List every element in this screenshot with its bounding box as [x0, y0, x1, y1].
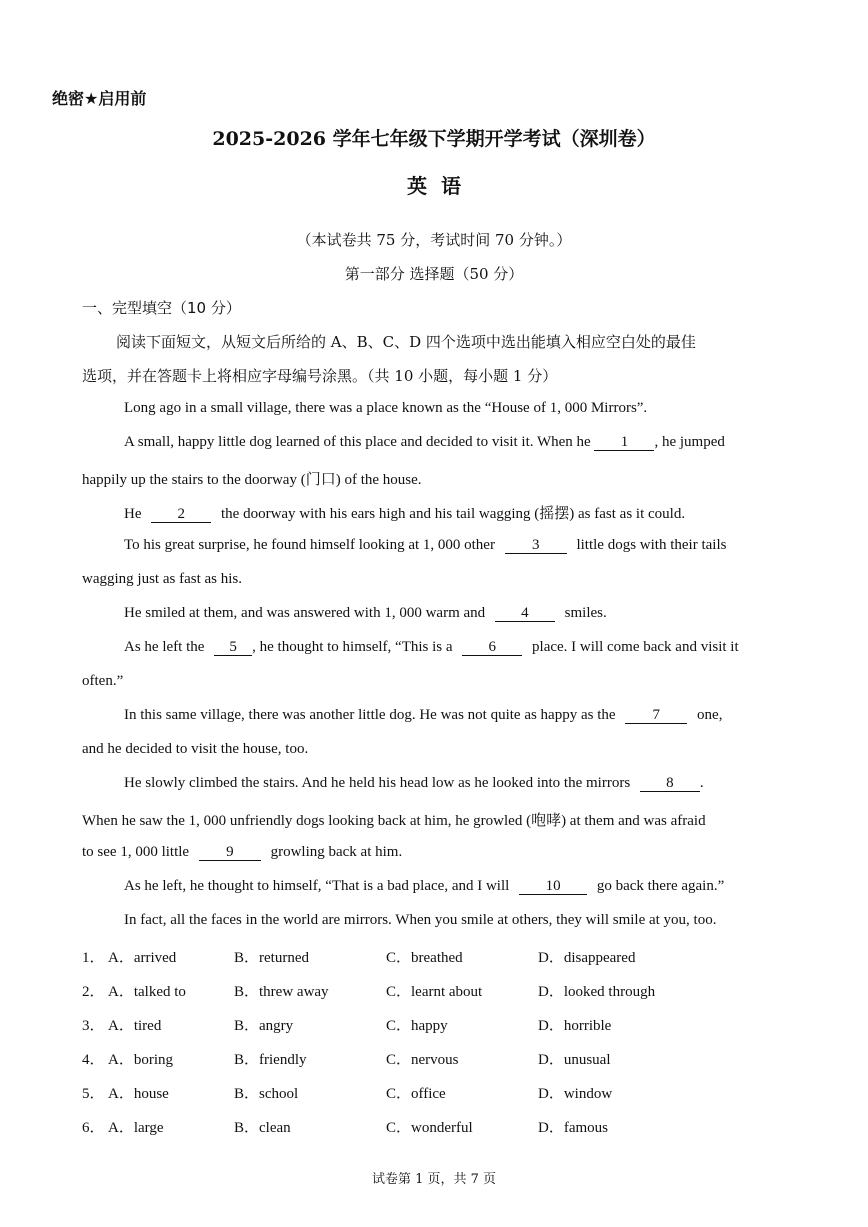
passage-paragraph-2 — [124, 434, 725, 451]
option-b: B．angry — [234, 1018, 294, 1034]
option-a: A．talked to — [108, 984, 186, 1000]
option-a: A．boring — [108, 1052, 173, 1068]
blank-5: 5 — [214, 640, 252, 656]
passage-paragraph-6 — [124, 639, 739, 656]
passage-paragraph-9 — [124, 878, 724, 895]
option-a: A．tired — [108, 1018, 162, 1034]
passage-paragraph-10: In fact, all the faces in the world are mirrors. When you smile at others, they will smile at you, too. — [124, 912, 717, 928]
option-d: D．unusual — [538, 1052, 611, 1068]
question-number: 3． — [82, 1018, 105, 1034]
passage-paragraph-1: Long ago in a small village, there was a place known as the “House of 1, 000 Mirrors”. — [124, 400, 648, 416]
blank-7: 7 — [625, 708, 687, 724]
option-a: A．large — [108, 1120, 164, 1136]
exam-note: （本试卷共 75 分，考试时间 70 分钟。） — [296, 231, 572, 249]
passage-text: As he left the — [124, 639, 205, 655]
passage-line: wagging just as fast as his. — [82, 571, 242, 587]
page-footer: 试卷第 1 页，共 7 页 — [371, 1172, 497, 1187]
option-c: C．wonderful — [386, 1120, 473, 1136]
blank-6: 6 — [462, 640, 522, 656]
option-c: C．breathed — [386, 950, 463, 966]
exam-title: 2025-2026 学年七年级下学期开学考试（深圳卷） — [212, 128, 656, 150]
instructions-line-1: 阅读下面短文，从短文后所给的 A、B、C、D 四个选项中选出能填入相应空白处的最佳 — [116, 333, 696, 351]
section-heading: 一、完型填空（10 分） — [82, 299, 241, 317]
passage-line — [82, 844, 402, 861]
option-b: B．school — [234, 1086, 299, 1102]
part-heading: 第一部分 选择题（50 分） — [344, 265, 524, 283]
passage-paragraph-5 — [124, 605, 607, 622]
option-d: D．looked through — [538, 984, 656, 1000]
passage-line: often.” — [82, 673, 124, 689]
option-c: C．happy — [386, 1018, 448, 1034]
question-number: 5． — [82, 1086, 105, 1102]
option-b: B．threw away — [234, 984, 329, 1000]
passage-paragraph-4 — [124, 537, 726, 554]
passage-paragraph-3 — [124, 502, 685, 523]
question-number: 1． — [82, 950, 105, 966]
blank-2: 2 — [151, 507, 211, 523]
option-a: A．arrived — [108, 950, 177, 966]
passage-line: happily up the stairs to the doorway (门口) of the house. — [82, 472, 422, 488]
option-d: D．horrible — [538, 1018, 612, 1034]
blank-3: 3 — [505, 538, 567, 554]
question-number: 6． — [82, 1120, 105, 1136]
passage-text: He — [124, 506, 142, 522]
passage-text: smiles. — [564, 605, 607, 621]
passage-text: to see 1, 000 little — [82, 844, 190, 860]
passage-text: A small, happy little dog learned of this place and decided to visit it. When he — [124, 434, 591, 450]
passage-text: little dogs with their tails — [576, 537, 727, 553]
option-c: C．learnt about — [386, 984, 483, 1000]
passage-text: , he thought to himself, “This is a — [252, 639, 453, 655]
confidential-label: 绝密★启用前 — [52, 89, 147, 108]
passage-text: go back there again.” — [596, 878, 725, 894]
instructions-line-2: 选项，并在答题卡上将相应字母编号涂黑。（共 10 小题，每小题 1 分） — [82, 367, 558, 385]
option-d: D．famous — [538, 1120, 608, 1136]
option-b: B．returned — [234, 950, 309, 966]
passage-text: place. I will come back and visit it — [532, 639, 739, 655]
blank-9: 9 — [199, 845, 261, 861]
question-number: 4． — [82, 1052, 105, 1068]
option-b: B．clean — [234, 1120, 291, 1136]
passage-line: and he decided to visit the house, too. — [82, 741, 309, 757]
passage-text: one, — [697, 707, 723, 723]
passage-text: growling back at him. — [270, 844, 403, 860]
passage-paragraph-8 — [124, 775, 704, 792]
blank-10: 10 — [519, 879, 587, 895]
passage-text: To his great surprise, he found himself looking at 1, 000 other — [124, 537, 495, 553]
option-a: A．house — [108, 1086, 169, 1102]
passage-text: He slowly climbed the stairs. And he held his head low as he looked into the mirrors — [124, 775, 631, 791]
passage-text: . — [699, 775, 704, 791]
blank-8: 8 — [640, 776, 700, 792]
passage-text: As he left, he thought to himself, “That is a bad place, and I will — [124, 878, 510, 894]
passage-text: In this same village, there was another little dog. He was not quite as happy as the — [124, 707, 616, 723]
passage-text: , he jumped — [654, 434, 725, 450]
passage-paragraph-7 — [124, 707, 722, 724]
question-number: 2． — [82, 984, 105, 1000]
subject-title: 英语 — [407, 174, 475, 198]
option-d: D．window — [538, 1086, 613, 1102]
blank-1: 1 — [594, 435, 654, 451]
option-d: D．disappeared — [538, 950, 636, 966]
blank-4: 4 — [495, 606, 555, 622]
passage-line: When he saw the 1, 000 unfriendly dogs looking back at him, he growled (咆哮) at them and was afraid — [82, 813, 706, 829]
passage-text: He smiled at them, and was answered with 1, 000 warm and — [124, 605, 486, 621]
option-c: C．nervous — [386, 1052, 459, 1068]
option-b: B．friendly — [234, 1052, 307, 1068]
passage-text: the doorway with his ears high and his tail wagging (摇摆) as fast as it could. — [221, 506, 686, 522]
option-c: C．office — [386, 1086, 446, 1102]
